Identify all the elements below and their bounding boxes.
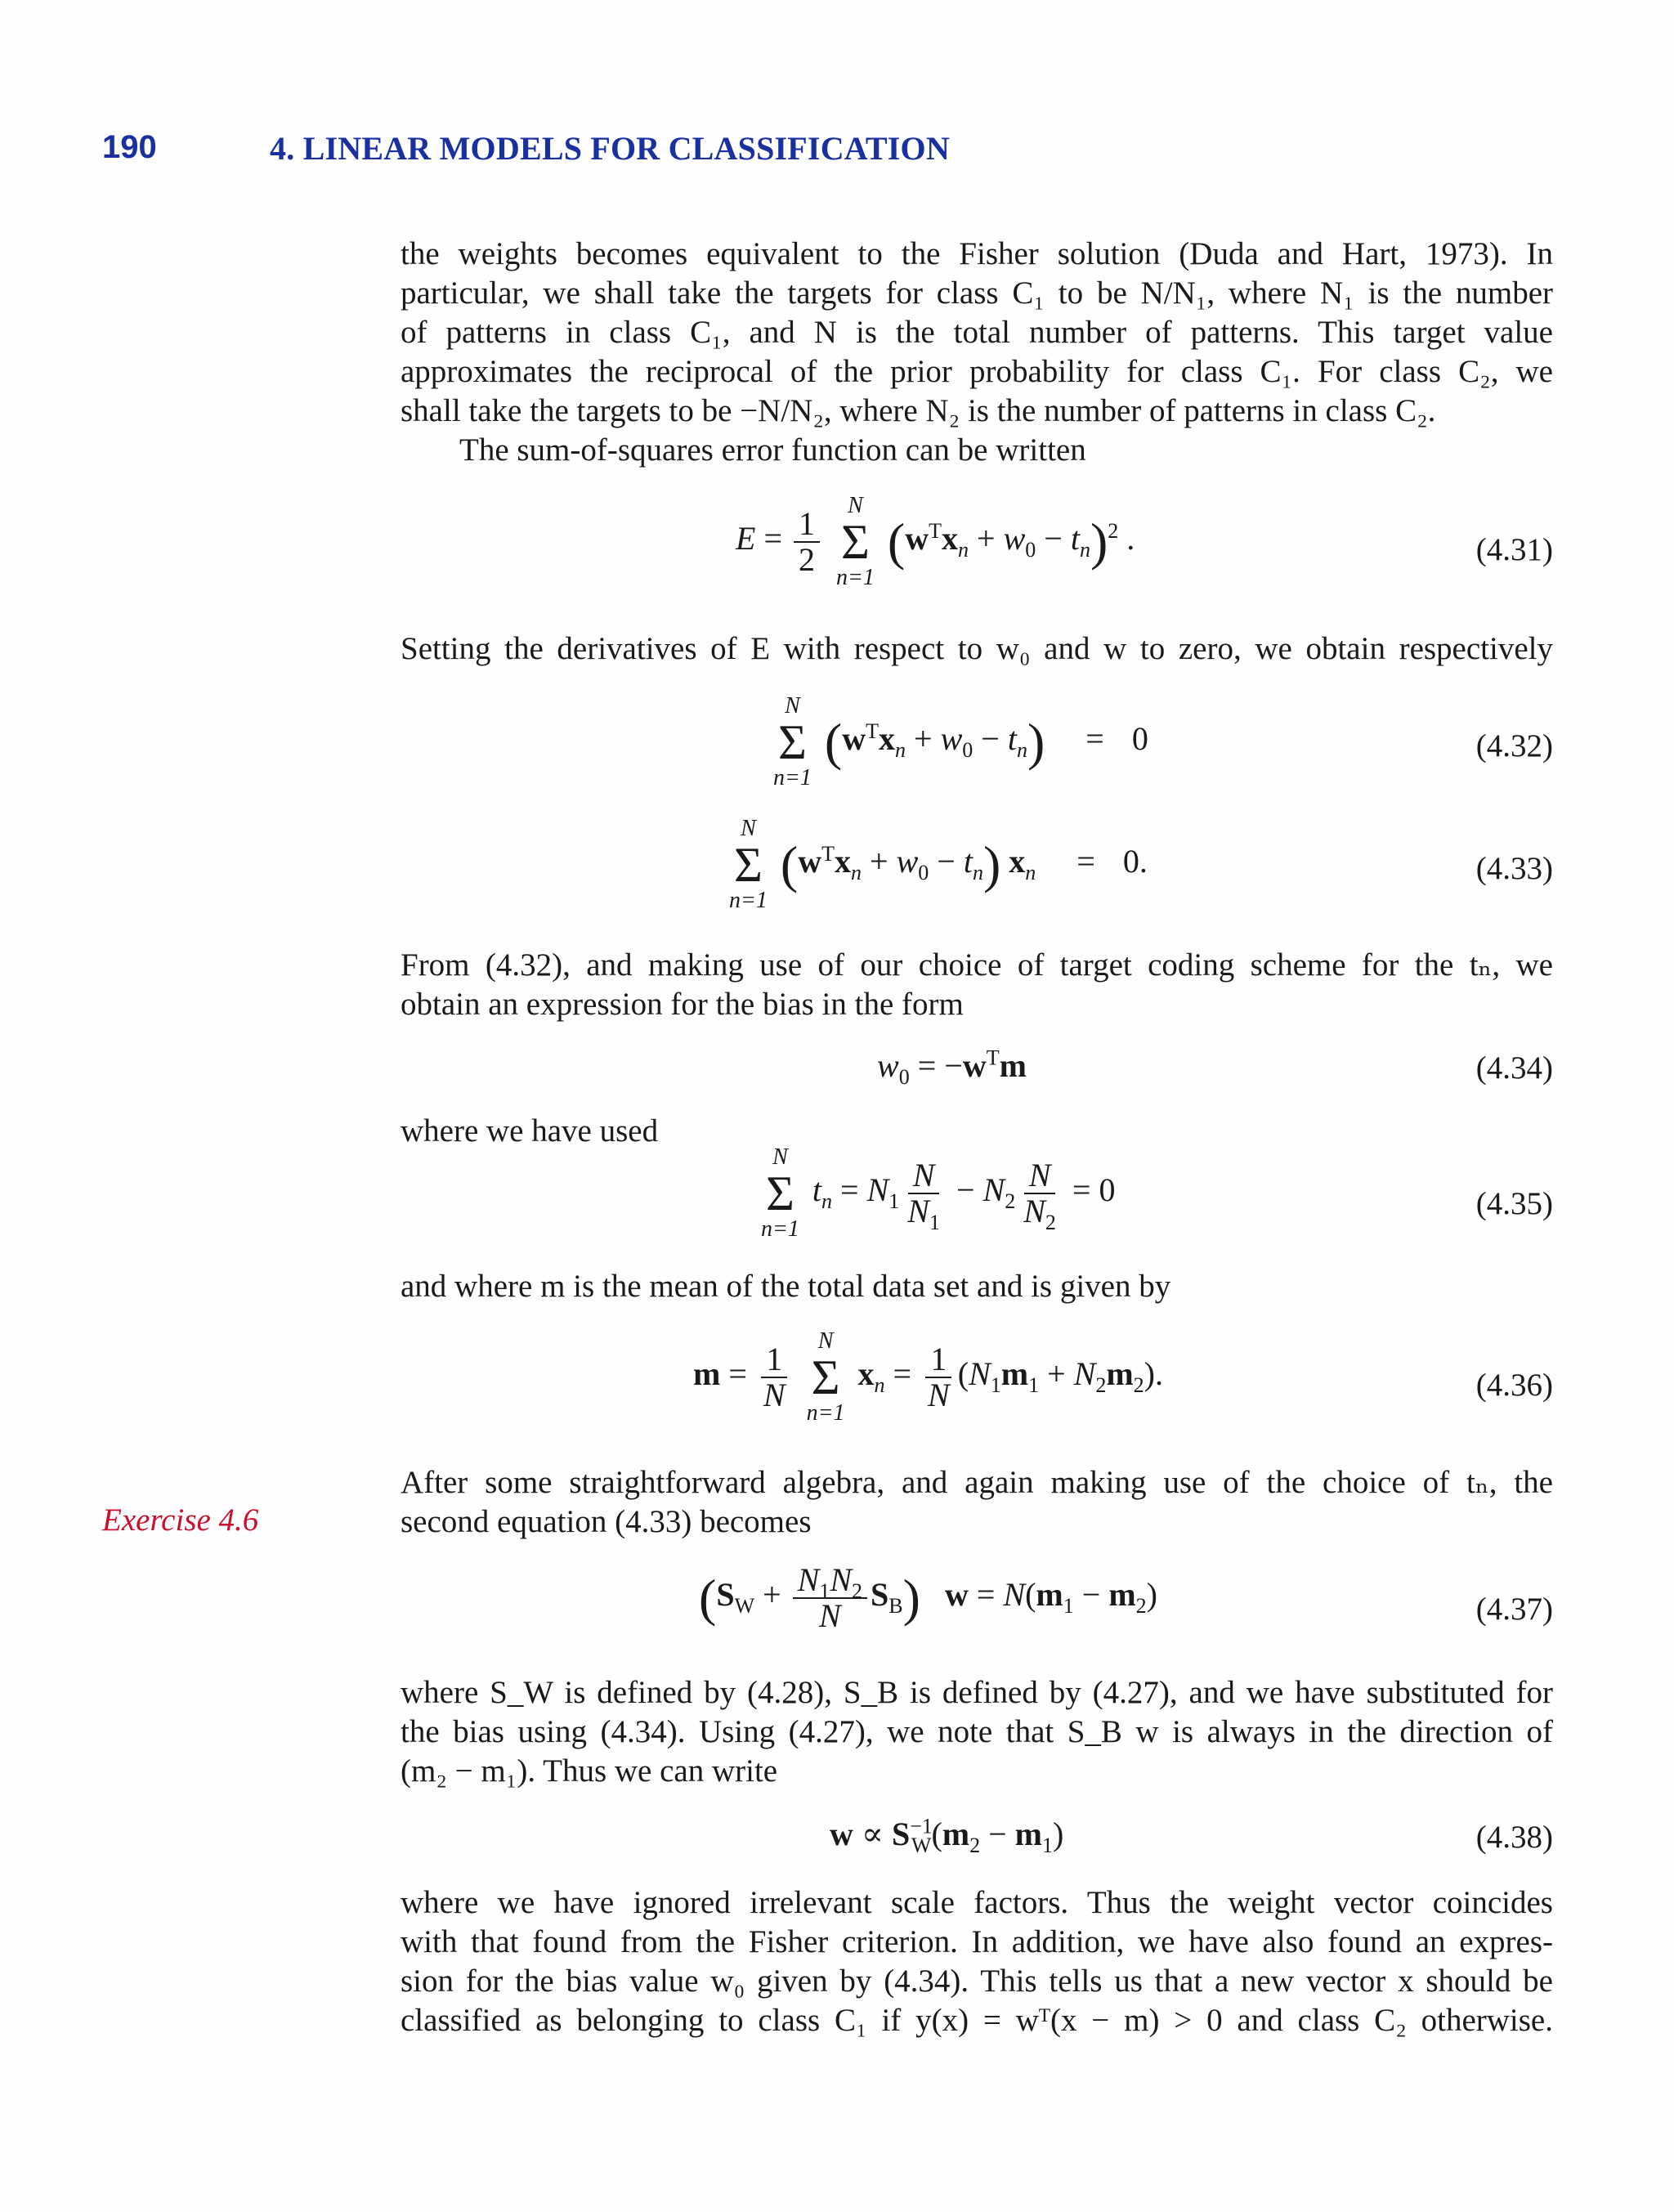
text-line: of patterns in class C₁, and N is the total number of patterns. This target value	[401, 315, 1553, 350]
equation-4-33: N Σ n=1 $(w^Tx_n + w_0 - t_n) x_n = 0$.	[729, 816, 1148, 913]
text-line: sion for the bias value w₀ given by (4.34). This tells us that a new vector x should be	[401, 1963, 1553, 1999]
equation-number: (4.36)	[1475, 1368, 1553, 1403]
paragraph-5	[401, 1267, 1553, 1306]
equation-4-38: $w \propto S^{-1}_W(m_2 - m_1)$	[830, 1814, 1064, 1857]
text-line: (m₂ − m₁). Thus we can write	[401, 1753, 778, 1789]
text-line: obtain an expression for the bias in the form	[401, 987, 964, 1022]
paragraph-6	[401, 1463, 1553, 1542]
text-line: particular, we shall take the targets for class C₁ to be N/N₁, where N₁ is the number	[401, 275, 1553, 311]
paragraph-2	[401, 629, 1553, 669]
text-line: classified as belonging to class C₁ if y(x) = wᵀ(x − m) > 0 and class C₂ otherwise.	[401, 2003, 1553, 2038]
paragraph-1	[401, 235, 1553, 470]
equation-4-32: N Σ n=1 $(w^Tx_n + w_0 - t_n) = 0$	[773, 693, 1148, 790]
paragraph-3	[401, 946, 1553, 1024]
equation-4-36: m = $\frac{1}{N}$ N Σ n=1 $x_n$ = $\frac{1}{N}$ $(N_1m_1 + N_2m_2)$.	[693, 1328, 1163, 1426]
equation-4-35: N Σ n=1 $t_n = N_1$ $\frac{N}{N_1}$ − $N_2$ $\frac{N}{N_2}$ = 0	[761, 1144, 1116, 1242]
text-line: the bias using (4.34). Using (4.27), we note that S_B w is always in the direction of	[401, 1714, 1553, 1749]
text-line: with that found from the Fisher criterion. In addition, we have also found an expres-	[401, 1924, 1553, 1959]
text-line: approximates the reciprocal of the prior probability for class C₁. For class C₂, we	[401, 354, 1553, 389]
equation-number: (4.38)	[1475, 1820, 1553, 1855]
chapter-title: 4. LINEAR MODELS FOR CLASSIFICATION	[270, 130, 950, 167]
text-line: and where m is the mean of the total data set and is given by	[401, 1269, 1171, 1304]
paragraph-7	[401, 1673, 1553, 1791]
exercise-margin-note[interactable]: Exercise 4.6	[102, 1502, 259, 1538]
text-line: Setting the derivatives of E with respect to w₀ and w to zero, we obtain respectively	[401, 631, 1553, 666]
text-line: where S_W is defined by (4.28), S_B is defined by (4.27), and we have substituted for	[401, 1675, 1553, 1710]
equation-number: (4.31)	[1475, 532, 1553, 567]
equation-4-31: E = $\frac{1}{2}$ N Σ n=1 $(w^Tx_n + w_0 - t_n)^2$ .	[736, 493, 1135, 590]
text-line: The sum-of-squares error function can be written	[459, 432, 1086, 468]
equation-number: (4.34)	[1475, 1050, 1553, 1086]
text-line: where we have ignored irrelevant scale factors. Thus the weight vector coincides	[401, 1885, 1553, 1920]
text-line: where we have used	[401, 1113, 659, 1149]
equation-number: (4.37)	[1475, 1592, 1553, 1627]
page-number: 190	[102, 129, 157, 165]
text-line: second equation (4.33) becomes	[401, 1504, 812, 1539]
text-line: the weights becomes equivalent to the Fisher solution (Duda and Hart, 1973). In	[401, 236, 1553, 271]
equation-4-37: ($S_W$ + $\frac{N_1N_2}{N}$ $S_B$) $w = N(m_1 - m_2)$	[699, 1561, 1157, 1634]
text-line: After some straightforward algebra, and again making use of the choice of tₙ, the	[401, 1465, 1553, 1500]
equation-number: (4.32)	[1475, 728, 1553, 763]
paragraph-8	[401, 1883, 1553, 2040]
equation-4-34: $w_0 = -w^Tm$	[877, 1046, 1027, 1089]
equation-number: (4.33)	[1475, 851, 1553, 886]
text-line: From (4.32), and making use of our choice of target coding scheme for the tₙ, we	[401, 947, 1553, 983]
text-line: shall take the targets to be −N/N₂, where N₂ is the number of patterns in class C₂.	[401, 393, 1436, 428]
equation-number: (4.35)	[1475, 1186, 1553, 1221]
